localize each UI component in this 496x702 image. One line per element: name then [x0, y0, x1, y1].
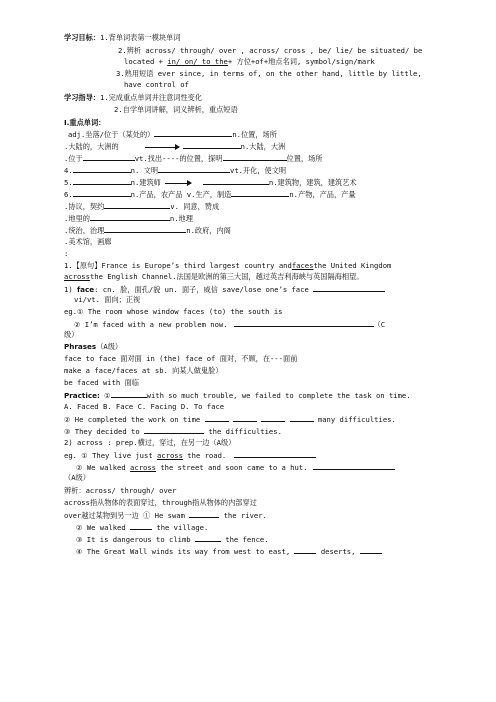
q2-blank-2[interactable]: [233, 414, 257, 422]
objectives-title: 学习目标：: [64, 33, 100, 42]
word-line-1: [68, 129, 440, 139]
bianxi-line-1: across指从物体的表面穿过，through指从物体的内部穿过: [64, 498, 257, 507]
objective-2b: [124, 57, 438, 66]
phrase-3: be faced with 面临: [64, 378, 139, 387]
b4-pre: ② We walked: [76, 523, 126, 532]
word-4-b: n. 文明: [130, 166, 159, 175]
word-2-blank[interactable]: [183, 141, 241, 149]
word-8-a: .地里的: [64, 214, 90, 223]
eg2-post: the street and soon came to a hut.: [160, 463, 308, 472]
ex-6-blank[interactable]: [234, 319, 374, 327]
ex-line-6: [74, 319, 436, 329]
q3-pre: ③ They decided to: [64, 427, 140, 436]
word-5-num: 5.: [64, 178, 73, 187]
word-4-c: vt.开化，使文明: [230, 166, 287, 175]
word-1-blank[interactable]: [154, 129, 232, 137]
word-line-10: .美术馆，画廊: [64, 237, 112, 246]
word-3-blank-2[interactable]: [223, 153, 287, 161]
b6-blank-1[interactable]: [294, 546, 316, 554]
guidance-1: 1.完成重点单词并注意词性变化: [99, 93, 203, 102]
ex-line-3: [64, 284, 436, 294]
objective-1: 1.背单词表第一模块单词: [99, 33, 181, 42]
across-eg-2: [76, 462, 436, 472]
objective-2b-pre: located +: [124, 57, 168, 66]
b5-blank[interactable]: [195, 534, 221, 542]
word-line-3: [64, 153, 436, 163]
face-blank[interactable]: [313, 284, 385, 292]
ex-line-2: [64, 272, 436, 281]
section-key-words-title: I.重点单词：: [64, 118, 106, 127]
practice-line-2: [64, 414, 436, 424]
q2-blank-1[interactable]: [205, 414, 229, 422]
bianxi-title: 辨析：across/ through/ over: [64, 486, 177, 495]
practice-title: Practice:: [64, 391, 100, 400]
word-9-blank[interactable]: [104, 225, 186, 233]
b6-pre: ④ The Great Wall winds its way from west to east,: [76, 547, 291, 556]
b6-mid: deserts,: [320, 547, 356, 556]
word-6-blank-1[interactable]: [73, 189, 131, 197]
word-9-a: .统治，治理: [64, 226, 105, 235]
word-2-adj: .大陆的，大洲的: [64, 142, 119, 151]
bianxi-line-4: [76, 534, 436, 544]
word-5-blank-1[interactable]: [73, 177, 131, 185]
bianxi-line-3: [76, 522, 436, 532]
arrow-icon: [165, 183, 191, 184]
ex-6-end: （C: [373, 320, 386, 329]
phrase-2: make a face/faces at sb. 向某人做鬼脸）: [64, 366, 223, 375]
word-7-b: v. 同意，赞成: [170, 202, 220, 211]
word-3-c: 位置，场所: [286, 154, 323, 163]
across-definition: 2) across : prep.横过，穿过，在另一边（A级）: [64, 438, 236, 447]
word-4-num: 4.: [64, 166, 73, 175]
word-3-b: vt.找出----的位置，探明: [134, 154, 223, 163]
phrase-1: face to face 面对面 in (the) face of 面对，不顾，在---面前: [64, 354, 298, 363]
b4-blank[interactable]: [130, 522, 152, 530]
guidance-2: 2.自学单词讲解，词义辨析，重点短语: [114, 105, 238, 114]
eg1-across: across: [157, 451, 183, 460]
practice-sentence: with so much trouble, we failed to complete the task on time.: [146, 391, 411, 400]
word-4-blank-2[interactable]: [158, 165, 230, 173]
word-line-8: [64, 213, 436, 223]
practice-blank-1[interactable]: [111, 390, 147, 398]
word-8-blank[interactable]: [90, 213, 170, 221]
objective-2a: 2.辨析 across/ through/ over , across/ cross , be/ lie/ be situated/ be: [118, 46, 423, 55]
ex-line-4: vi/vt. 面向；正视: [74, 295, 141, 304]
phrases-heading: [64, 342, 436, 351]
ex-2-across: across: [64, 272, 90, 281]
b4-post: the village.: [156, 523, 209, 532]
word-6-b: n.产品，农产品 v.生产，制造: [130, 190, 232, 199]
word-2-n: n.大陆，大洲: [240, 142, 286, 151]
eg1-blank[interactable]: [234, 450, 316, 458]
word-1-cn: adj.坐落/位于（某处的）: [68, 130, 155, 139]
ex-2-post: the English Channel.法国是欧洲的第三大国，越过英吉利海峡与英国隔海相望。: [89, 272, 364, 281]
arrow-icon: [145, 147, 179, 148]
eg2-across: across: [130, 463, 157, 472]
q2-pre: ② He completed the work on time: [64, 415, 201, 424]
word-5-b: n.建筑师: [130, 178, 161, 187]
across-eg-2-level: （A级）: [64, 473, 90, 482]
eg1-pre: eg. ① They live just: [64, 451, 153, 460]
eg2-pre: ② We walked: [76, 463, 126, 472]
word-line-6: [64, 189, 436, 199]
b5-pre: ③ It is dangerous to climb: [76, 535, 191, 544]
ex-1-post: the United Kingdom: [313, 261, 392, 270]
word-6-c: n.产物，产品，产量: [289, 190, 356, 199]
word-line-4: [64, 165, 436, 175]
b5-post: the fence.: [225, 535, 269, 544]
guidance-title: 学习指导：: [64, 93, 100, 102]
bianxi-line-2: [64, 510, 436, 520]
word-5-c: n.建筑物，建筑，建筑艺术: [268, 178, 357, 187]
word-5-blank-2[interactable]: [203, 177, 269, 185]
q3-post: the difficulties.: [208, 427, 282, 436]
word-9-b: n.政府，内阁: [186, 226, 231, 235]
face-definition: : cn. 脸，面孔/貌 un. 面子，威信 save/lose one’s face: [94, 285, 309, 294]
face-word: face: [76, 285, 95, 294]
b3-blank[interactable]: [189, 510, 219, 518]
word-3-blank-1[interactable]: [83, 153, 135, 161]
objective-3a: 3.熟用短语 ever since, in terms of, on the other hand, little by little,: [116, 69, 422, 78]
practice-options: A. Faced B. Face C. Facing D. To face: [64, 402, 225, 411]
ex-line-7: 级）: [64, 330, 79, 339]
b3-post: the river.: [223, 511, 267, 520]
ex-6-text: ② I’m faced with a new problem now.: [74, 320, 228, 329]
objective-3b: have control of: [124, 80, 189, 89]
q2-blank-3[interactable]: [261, 414, 285, 422]
ex-line-1: [64, 261, 436, 270]
ex-1-pre: 1.【原句】France is Europe’s third largest country and: [64, 261, 292, 270]
phrases-title: Phrases: [64, 342, 97, 351]
ex-1-faces: faces: [291, 261, 314, 270]
objective-2b-post: + 方位+of+地点名词, symbol/sign/mark: [227, 57, 375, 66]
phrases-level: （A级）: [96, 342, 123, 351]
practice-num: ①: [104, 391, 111, 400]
word-6-blank-2[interactable]: [231, 189, 289, 197]
b6-blank-2[interactable]: [360, 546, 382, 554]
q2-post: many difficulties.: [317, 415, 396, 424]
practice-line-3: [64, 426, 436, 436]
practice-line: [64, 390, 436, 400]
eg1-post: the road.: [187, 451, 227, 460]
eg2-blank[interactable]: [313, 462, 395, 470]
b3-pre: over越过某物到另一边 ① He swam: [64, 511, 185, 520]
word-7-a: .协议，契约: [64, 202, 105, 211]
q3-blank[interactable]: [144, 426, 204, 434]
across-eg-1: [64, 450, 436, 460]
word-line-2: [64, 141, 436, 151]
word-3-a: .位于: [64, 154, 83, 163]
bianxi-line-5: [76, 546, 436, 556]
objectives-line-1: [64, 33, 436, 42]
q2-blank-4[interactable]: [290, 414, 314, 422]
objective-2b-underlined: in/ on/ to the: [167, 57, 228, 66]
word-7-blank[interactable]: [104, 201, 170, 209]
face-num: 1): [64, 285, 73, 294]
colon-line: :: [64, 249, 69, 258]
word-line-9: [64, 225, 436, 235]
word-1-n: n.位置，场所: [232, 130, 277, 139]
word-6-num: 6.: [64, 190, 73, 199]
ex-line-5: eg.① The room whose window faces (to) the south is: [64, 307, 283, 316]
word-line-5: [64, 177, 436, 187]
word-8-b: n.地理: [169, 214, 193, 223]
guidance-line-1: [64, 93, 436, 102]
word-4-blank-1[interactable]: [73, 165, 131, 173]
word-line-7: [64, 201, 436, 211]
